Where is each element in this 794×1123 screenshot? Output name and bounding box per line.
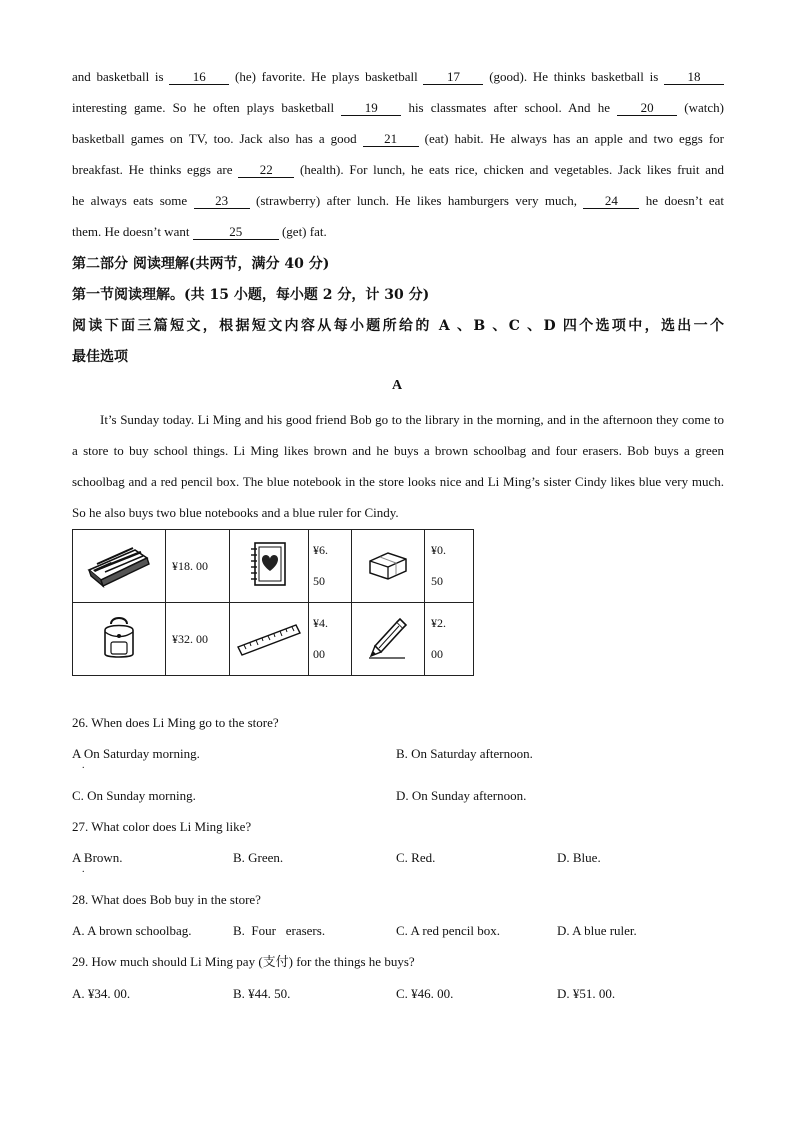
table-row — [73, 603, 474, 676]
price-part: 00 — [431, 647, 443, 661]
price-notebook — [309, 530, 352, 603]
option-26-a[interactable]: A On Saturday morning. — [72, 746, 200, 761]
price-eraser — [425, 530, 474, 603]
text: his classmates after school. And he — [401, 100, 618, 115]
price-table — [72, 529, 474, 676]
ruler-icon — [234, 617, 304, 657]
text: he doesn’t eat — [639, 193, 725, 208]
option-27-b[interactable]: B. Green. — [233, 850, 284, 865]
question-27: 27. What color does Li Ming like? — [72, 819, 252, 834]
option-26-b[interactable]: B. On Saturday afternoon. — [396, 746, 533, 761]
notebook-cell — [230, 530, 309, 603]
price-part: ¥2. — [431, 616, 446, 630]
eraser-cell — [352, 530, 425, 603]
cloze-line-1 — [72, 68, 724, 86]
part-heading: 第二部分 阅读理解(共两节，满分 40 分) — [72, 256, 330, 272]
text: breakfast. He thinks eggs are — [72, 162, 239, 177]
text: (strawberry) after lunch. He likes hamburgers very much, — [249, 193, 584, 208]
option-27-a[interactable]: A Brown. — [72, 850, 123, 865]
blank-18[interactable]: 18 — [664, 70, 724, 85]
pencil-cell — [352, 603, 425, 676]
cloze-line-6 — [72, 223, 724, 241]
blank-24[interactable]: 24 — [583, 194, 639, 209]
question-26: 26. When does Li Ming go to the store? — [72, 715, 279, 730]
text: basketball games on TV, too. Jack also has a good — [72, 131, 363, 146]
blank-21[interactable]: 21 — [363, 132, 419, 147]
option-28-c[interactable]: C. A red pencil box. — [396, 923, 500, 938]
pencil-box-cell — [73, 530, 166, 603]
schoolbag-icon — [99, 614, 139, 660]
price-part: ¥4. — [313, 616, 328, 630]
price-pencil — [425, 603, 474, 676]
option-28-d[interactable]: D. A blue ruler. — [557, 923, 637, 938]
notebook-icon — [249, 541, 289, 587]
eraser-icon — [366, 547, 410, 581]
text: (health). For lunch, he eats rice, chicken and vegetables. Jack likes fruit and — [294, 162, 724, 177]
cloze-line-3 — [72, 130, 724, 148]
blank-20[interactable]: 20 — [617, 101, 677, 116]
section-heading: 第一节阅读理解。(共 15 小题，每小题 2 分，计 30 分) — [72, 287, 430, 303]
blank-22[interactable]: 22 — [238, 163, 294, 178]
instructions-line-1: 阅读下面三篇短文，根据短文内容从每小题所给的 A 、B 、C 、D 四个选项中，选出一个 — [72, 318, 724, 334]
text: (get) fat. — [278, 224, 327, 239]
option-26-d[interactable]: D. On Sunday afternoon. — [396, 788, 527, 803]
cloze-line-2 — [72, 99, 724, 117]
mark: . — [82, 760, 85, 771]
mark: . — [82, 864, 85, 875]
blank-23[interactable]: 23 — [194, 194, 250, 209]
instructions-line-2: 最佳选项 — [72, 349, 128, 365]
option-28-a[interactable]: A. A brown schoolbag. — [72, 923, 192, 938]
question-28: 28. What does Bob buy in the store? — [72, 892, 261, 907]
option-26-c[interactable]: C. On Sunday morning. — [72, 788, 196, 803]
table-row — [73, 530, 474, 603]
price-part: ¥0. — [431, 543, 446, 557]
schoolbag-cell — [73, 603, 166, 676]
cloze-line-4 — [72, 161, 724, 179]
price-part: 00 — [313, 647, 325, 661]
text: (he) favorite. He plays basketball — [229, 69, 424, 84]
option-28-b[interactable]: B. Four erasers. — [233, 923, 326, 938]
blank-16[interactable]: 16 — [169, 70, 229, 85]
cloze-line-5 — [72, 192, 724, 210]
pencil-icon — [365, 614, 411, 660]
text: (good). He thinks basketball is — [483, 69, 664, 84]
option-29-a[interactable]: A. ¥34. 00. — [72, 986, 131, 1001]
price-schoolbag: ¥32. 00 — [166, 603, 230, 676]
text: interesting game. So he often plays basketball — [72, 100, 342, 115]
blank-19[interactable]: 19 — [341, 101, 401, 116]
text: he always eats some — [72, 193, 194, 208]
text: (eat) habit. He always has an apple and two eggs for — [418, 131, 724, 146]
option-27-d[interactable]: D. Blue. — [557, 850, 601, 865]
passage-text — [72, 404, 724, 528]
option-29-c[interactable]: C. ¥46. 00. — [396, 986, 454, 1001]
price-part: ¥6. — [313, 543, 328, 557]
price-part: 50 — [313, 574, 325, 588]
passage-paragraph: It’s Sunday today. Li Ming and his good friend Bob go to the library in the morning, and in the afternoon they come to a store to buy school things. Li Ming likes brown and he buys a brown schoolbag and four erasers. Bob buys a green schoolbag and a red pencil box. The blue notebook in the store looks nice and Li Ming’s sister Cindy likes blue very much. So he also buys two blue notebooks and a blue ruler for Cindy. — [72, 412, 724, 520]
blank-25[interactable]: 25 — [193, 225, 279, 240]
price-ruler — [309, 603, 352, 676]
blank-17[interactable]: 17 — [423, 70, 483, 85]
text: and basketball is — [72, 69, 170, 84]
ruler-cell — [230, 603, 309, 676]
text: them. He doesn’t want — [72, 224, 193, 239]
option-29-d[interactable]: D. ¥51. 00. — [557, 986, 616, 1001]
price-part: 50 — [431, 574, 443, 588]
question-29: 29. How much should Li Ming pay (支付) for the things he buys? — [72, 954, 415, 969]
text: (watch) — [677, 100, 724, 115]
pencil-box-icon — [83, 540, 155, 588]
price-pencil-box: ¥18. 00 — [166, 530, 230, 603]
option-27-c[interactable]: C. Red. — [396, 850, 436, 865]
passage-label: A — [391, 378, 403, 393]
option-29-b[interactable]: B. ¥44. 50. — [233, 986, 291, 1001]
